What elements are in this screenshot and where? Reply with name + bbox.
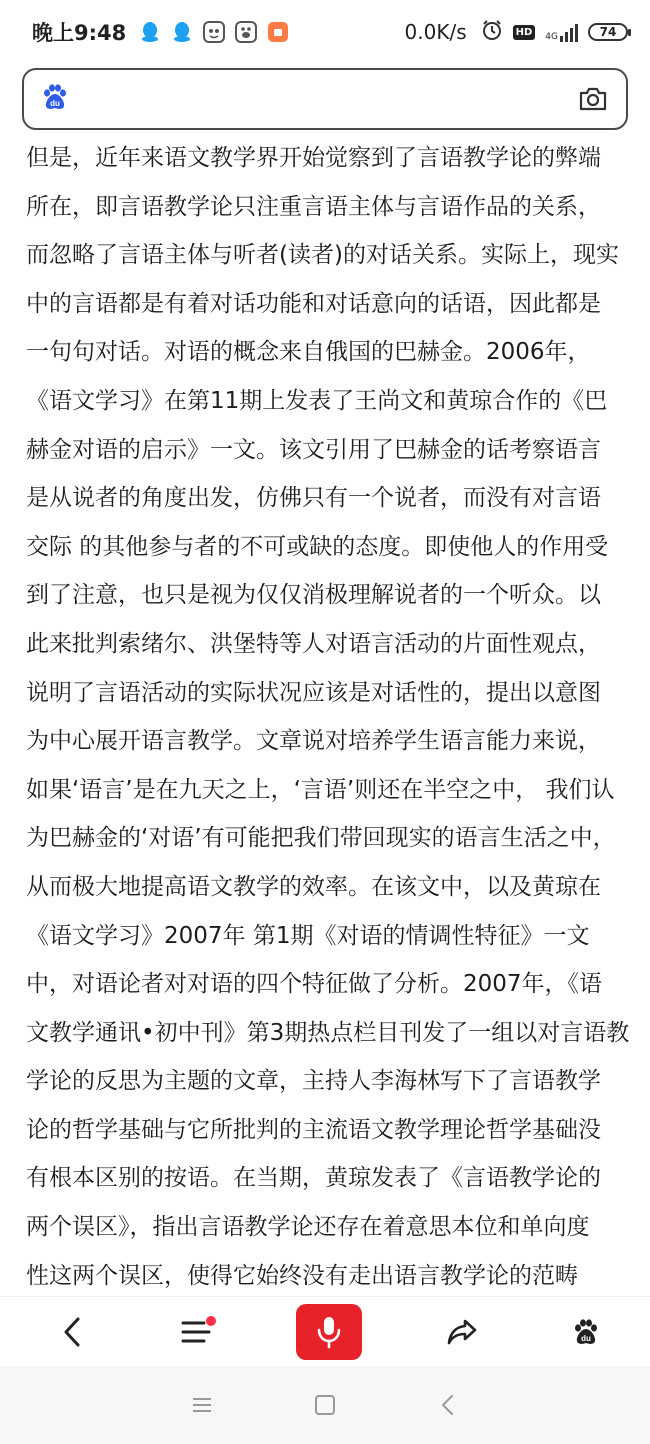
bottom-nav — [0, 1296, 650, 1366]
status-left — [32, 17, 290, 47]
network-type: 4G — [545, 32, 558, 42]
home-button[interactable] — [305, 1385, 345, 1425]
article-line: 从而极大地提高语文教学的效率。在该文中，以及黄琼在 — [26, 873, 601, 900]
recent-apps-button[interactable] — [182, 1385, 222, 1425]
net-speed: 0.0K/s — [404, 20, 467, 44]
article-line: 论的哲学基础与它所批判的主流语文教学理论哲学基础没 — [26, 1116, 601, 1143]
article-line: 两个误区》，指出言语教学论还存在着意思本位和单向度 — [26, 1214, 590, 1241]
status-time: 晚上9:48 — [32, 21, 127, 45]
search-box[interactable] — [22, 68, 628, 130]
article-body — [26, 134, 630, 1294]
article-line: 但是，近年来语文教学界开始觉察到了言语教学论的弊端 — [26, 145, 601, 171]
article-line: 而忽略了言语主体与听者(读者)的对话关系。实际上，现实 — [26, 242, 619, 269]
article-line: 赫金对语的启示》一文。该文引用了巴赫金的话考察语言 — [26, 436, 601, 463]
baidu-home-button[interactable] — [562, 1308, 610, 1356]
article-line: 性这两个误区，使得它始终没有走出语言教学论的范畴 — [26, 1262, 578, 1289]
article-line: 中，对语论者对对语的四个特征做了分析。2007年，《语 — [26, 971, 603, 998]
article-line: 所在，即言语教学论只注重言语主体与言语作品的关系， — [26, 193, 601, 220]
status-bar — [0, 0, 650, 64]
voice-search-button[interactable] — [296, 1304, 362, 1360]
share-button[interactable] — [438, 1308, 486, 1356]
article-line: 是从说者的角度出发，仿佛只有一个说者，而没有对言语 — [26, 485, 601, 512]
alarm-icon — [481, 19, 503, 46]
status-right — [405, 19, 628, 46]
baidu-paw-icon — [571, 1317, 601, 1347]
hd-badge: HD — [513, 25, 536, 40]
system-back-button[interactable] — [428, 1385, 468, 1425]
article-line: 说明了言语活动的实际状况应该是对话性的，提出以意图 — [26, 679, 601, 706]
notification-dot — [206, 1316, 216, 1326]
battery-level: 74 — [599, 25, 617, 39]
shopping-app-icon — [266, 20, 290, 44]
article-line: 《语文学习》2007年 第1期《对语的情调性特征》一文 — [26, 922, 590, 949]
battery-icon — [588, 23, 628, 41]
microphone-icon — [316, 1315, 342, 1349]
qq-icon — [138, 20, 162, 44]
app-notification-icon — [202, 20, 226, 44]
back-chevron-icon — [440, 1394, 456, 1416]
share-icon — [446, 1318, 478, 1346]
article-line: 为中心展开语言教学。文章说对培养学生语言能力来说， — [26, 728, 601, 755]
article-line: 中的言语都是有着对话功能和对话意向的话语，因此都是 — [26, 290, 601, 317]
chevron-left-icon — [60, 1316, 84, 1348]
menu-button[interactable] — [172, 1308, 220, 1356]
article-line: 为巴赫金的‘对语’有可能把我们带回现实的语言生活之中， — [26, 825, 616, 852]
home-square-icon — [314, 1394, 336, 1416]
svg-text:du: du — [50, 99, 60, 108]
baidu-app-icon — [234, 20, 258, 44]
article-line: 学论的反思为主题的文章，主持人李海林写下了言语教学 — [26, 1068, 601, 1095]
article-line: 《语文学习》在第11期上发表了王尚文和黄琼合作的《巴 — [26, 387, 608, 414]
baidu-logo-icon — [40, 82, 70, 116]
svg-text:du: du — [581, 1333, 591, 1343]
qq-icon-2 — [170, 20, 194, 44]
back-button[interactable] — [48, 1308, 96, 1356]
recents-icon — [191, 1396, 213, 1414]
article-line: 如果‘语言’是在九天之上，‘言语’则还在半空之中， 我们认 — [26, 776, 615, 803]
article-line: 交际 的其他参与者的不可或缺的态度。即使他人的作用受 — [26, 533, 609, 560]
article-line: 有根本区别的按语。在当期，黄琼发表了《言语教学论的 — [26, 1165, 601, 1192]
article-line: 此来批判索绪尔、洪堡特等人对语言活动的片面性观点， — [26, 630, 601, 657]
article-line: 文教学通讯•初中刊》第3期热点栏目刊发了一组以对言语教 — [26, 1019, 630, 1046]
system-nav — [0, 1366, 650, 1444]
camera-icon[interactable] — [576, 82, 610, 116]
article-line: 一句句对话。对语的概念来自俄国的巴赫金。2006年， — [26, 339, 591, 366]
signal-icon — [545, 22, 578, 42]
search-input[interactable] — [84, 88, 576, 111]
article-line: 到了注意，也只是视为仅仅消极理解说者的一个听众。以 — [26, 582, 601, 609]
